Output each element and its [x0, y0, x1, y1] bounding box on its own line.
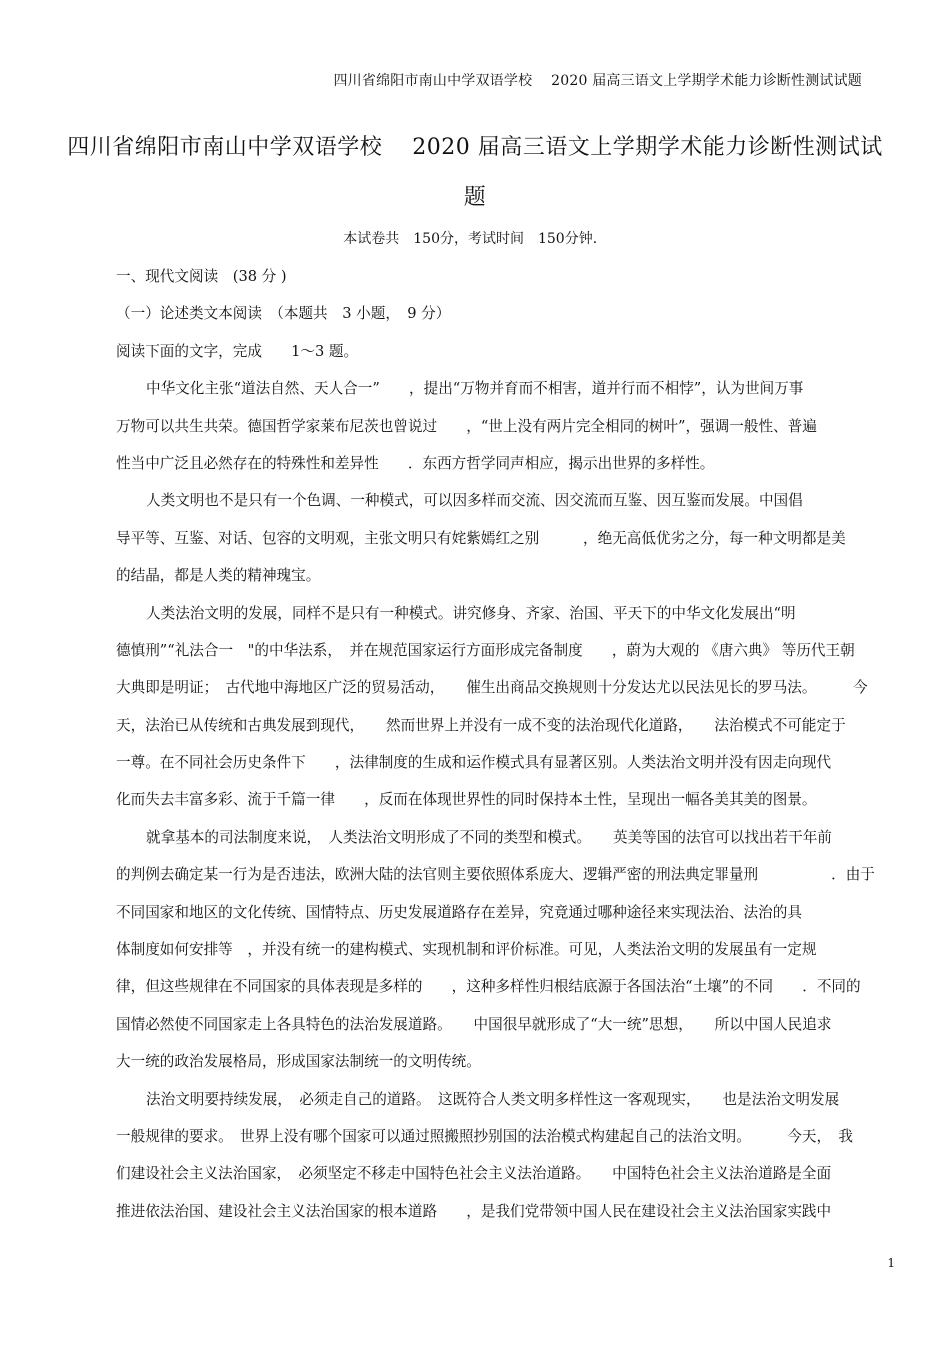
- paragraph-4: [116, 819, 896, 1081]
- section-block: [116, 258, 896, 1230]
- paragraph-line: 的判例去确定某一行为是否违法，欧洲大陆的法官则主要依照体系庞大、逻辑严密的刑法典定罪量刑 ．由于: [116, 866, 875, 884]
- paragraph-1: [116, 370, 896, 482]
- paragraph-line: 体制度如何安排等 ，并没有统一的建构模式、实现机制和评价标准。可见，人类法治文明的发展虽有一定规: [116, 941, 817, 959]
- paragraph-line: 德慎刑”“礼法合一 "的中华法系， 并在规范国家运行方面形成完备制度 ，蔚为大观的 《唐六典》 等历代王朝: [116, 641, 855, 659]
- paragraph-line: 大一统的政治发展格局，形成国家法制统一的文明传统。: [116, 1053, 481, 1071]
- paragraph-5: [116, 1081, 896, 1231]
- paragraph-line: 性当中广泛且必然存在的特殊性和差异性 ．东西方哲学同声相应，揭示出世界的多样性。: [116, 454, 715, 472]
- page-title-line-1: 四川省绵阳市南山中学双语学校 2020 届高三语文上学期学术能力诊断性测试试: [67, 135, 883, 160]
- section-heading: 一、现代文阅读 (38 分 ): [116, 268, 287, 285]
- paragraph-line: 不同国家和地区的文化传统、国情特点、历史发展道路存在差异，究竟通过哪种途径来实现法治、法治的具: [116, 903, 802, 921]
- paragraph-line: 推进依法治国、建设社会主义法治国家的根本道路 ，是我们党带领中国人民在建设社会主义法治国家实践中: [116, 1202, 832, 1220]
- paragraph-line: 律，但这些规律在不同国家的具体表现是多样的 ，这种多样性归根结底源于各国法治“土壤”的不同 ．不同的: [116, 978, 861, 996]
- paragraph-line: 中华文化主张“道法自然、天人合一” ，提出“万物并育而不相害，道并行而不相悖”，认为世间万事: [146, 380, 804, 398]
- paragraph-3: [116, 595, 896, 819]
- paragraph-line: 大典即是明证； 古代地中海地区广泛的贸易活动， 催生出商品交换规则十分发达尤以民法见长的罗马法。 今: [116, 679, 868, 697]
- paragraph-line: 一尊。在不同社会历史条件下 ，法律制度的生成和运作模式具有显著区别。人类法治文明并没有因走向现代: [116, 754, 832, 772]
- paragraph-line: 就拿基本的司法制度来说， 人类法治文明形成了不同的类型和模式。 英美等国的法官可以找出若干年前: [146, 828, 832, 846]
- paragraph-line: 一般规律的要求。 世界上没有哪个国家可以通过照搬照抄别国的法治模式构建起自己的法治文明。 今天， 我: [116, 1127, 853, 1145]
- running-header: 四川省绵阳市南山中学双语学校 2020 届高三语文上学期学术能力诊断性测试试题: [333, 73, 862, 89]
- paragraph-2: [116, 482, 896, 594]
- paragraph-line: 法治文明要持续发展， 必须走自己的道路。 这既符合人类文明多样性这一客观现实， 也是法治文明发展: [146, 1090, 840, 1108]
- page-number: 1: [887, 1256, 895, 1270]
- page-title-line-2: 题: [463, 185, 487, 210]
- paragraph-line: 们建设社会主义法治国家， 必须坚定不移走中国特色社会主义法治道路。 中国特色社会主义法治道路是全面: [116, 1165, 832, 1183]
- paragraph-line: 万物可以共生共荣。德国哲学家莱布尼茨也曾说过 ，“世上没有两片完全相同的树叶”，强调一般性、普遍: [116, 417, 817, 435]
- paragraph-line: 导平等、互鉴、对话、包容的文明观，主张文明只有姹紫嫣红之别 ，绝无高低优劣之分，每一种文明都是美: [116, 529, 846, 547]
- paragraph-line: 化而失去丰富多彩、流于千篇一律 ，反而在体现世界性的同时保持本土性，呈现出一幅各美其美的图景。: [116, 791, 817, 809]
- paragraph-line: 人类法治文明的发展，同样不是只有一种模式。讲究修身、齐家、治国、平天下的中华文化发展出“明: [146, 604, 796, 622]
- paragraph-line: 人类文明也不是只有一个色调、一种模式，可以因多样而交流、因交流而互鉴、因互鉴而发展。中国倡: [146, 492, 803, 510]
- reading-instruction: 阅读下面的文字，完成 1～3 题。: [116, 342, 359, 360]
- section-subheading: （一）论述类文本阅读 （本题共 3 小题， 9 分）: [116, 305, 451, 323]
- paragraph-line: 天，法治已从传统和古典发展到现代， 然而世界上并没有一成不变的法治现代化道路， 法治模式不可能定于: [116, 716, 846, 734]
- paragraph-line: 的结晶，都是人类的精神瑰宝。: [116, 567, 321, 585]
- paragraph-line: 国情必然使不同国家走上各具特色的法治发展道路。 中国很早就形成了“大一统”思想， 所以中国人民追求: [116, 1015, 832, 1033]
- exam-info: 本试卷共 150分，考试时间 150分钟．: [343, 231, 607, 247]
